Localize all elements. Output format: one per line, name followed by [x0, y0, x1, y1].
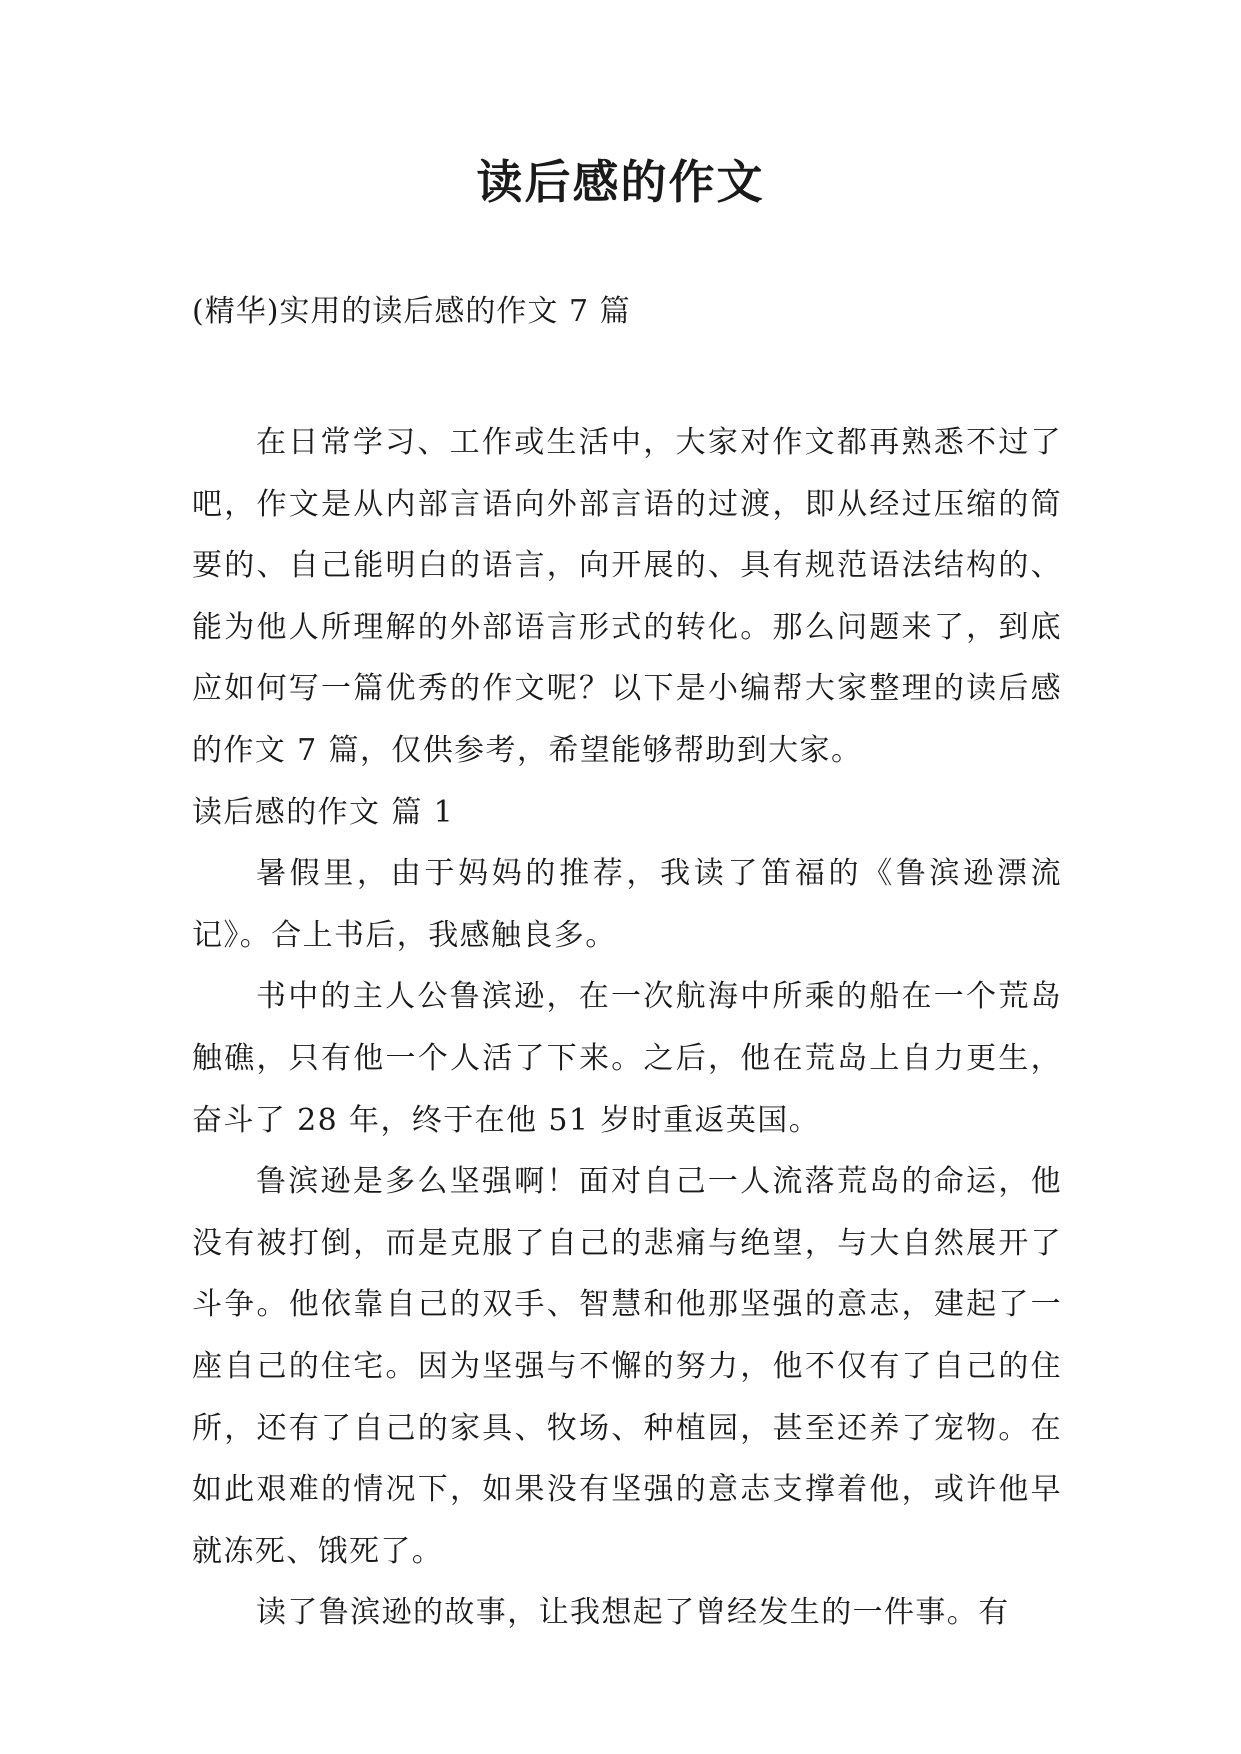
body-paragraph: 暑假里，由于妈妈的推荐，我读了笛福的《鲁滨逊漂流记》。合上书后，我感触良多。: [192, 856, 1062, 953]
body-paragraph: 鲁滨逊是多么坚强啊！面对自己一人流落荒岛的命运，他没有被打倒，而是克服了自己的悲痛与绝望，与大自然展开了斗争。他依靠自己的双手、智慧和他那坚强的意志，建起了一座自己的住宅。因为坚强与不懈的努力，他不仅有了自己的住所，还有了自己的家具、牧场、种植园，甚至还养了宠物。在如此艰难的情况下，如果没有坚强的意志支撑着他，或许他早就冻死、饿死了。: [192, 1164, 1062, 1569]
section-heading: 读后感的作文 篇 1: [192, 794, 455, 830]
intro-paragraph: 在日常学习、工作或生活中，大家对作文都再熟悉不过了吧，作文是从内部言语向外部言语的过渡，即从经过压缩的简要的、自己能明白的语言，向开展的、具有规范语法结构的、能为他人所理解的外部语言形式的转化。那么问题来了，到底应如何写一篇优秀的作文呢？以下是小编帮大家整理的读后感的作文 7 篇，仅供参考，希望能够帮助到大家。: [192, 425, 1062, 768]
body-paragraph: 书中的主人公鲁滨逊，在一次航海中所乘的船在一个荒岛触礁，只有他一个人活了下来。之后，他在荒岛上自力更生，奋斗了 28 年，终于在他 51 岁时重返英国。: [192, 979, 1062, 1138]
document-title: 读后感的作文: [476, 155, 765, 209]
document-subtitle: (精华)实用的读后感的作文 7 篇: [192, 294, 631, 329]
document-body: [192, 412, 1062, 1644]
body-paragraph: 读了鲁滨逊的故事，让我想起了曾经发生的一件事。有: [256, 1595, 1010, 1631]
